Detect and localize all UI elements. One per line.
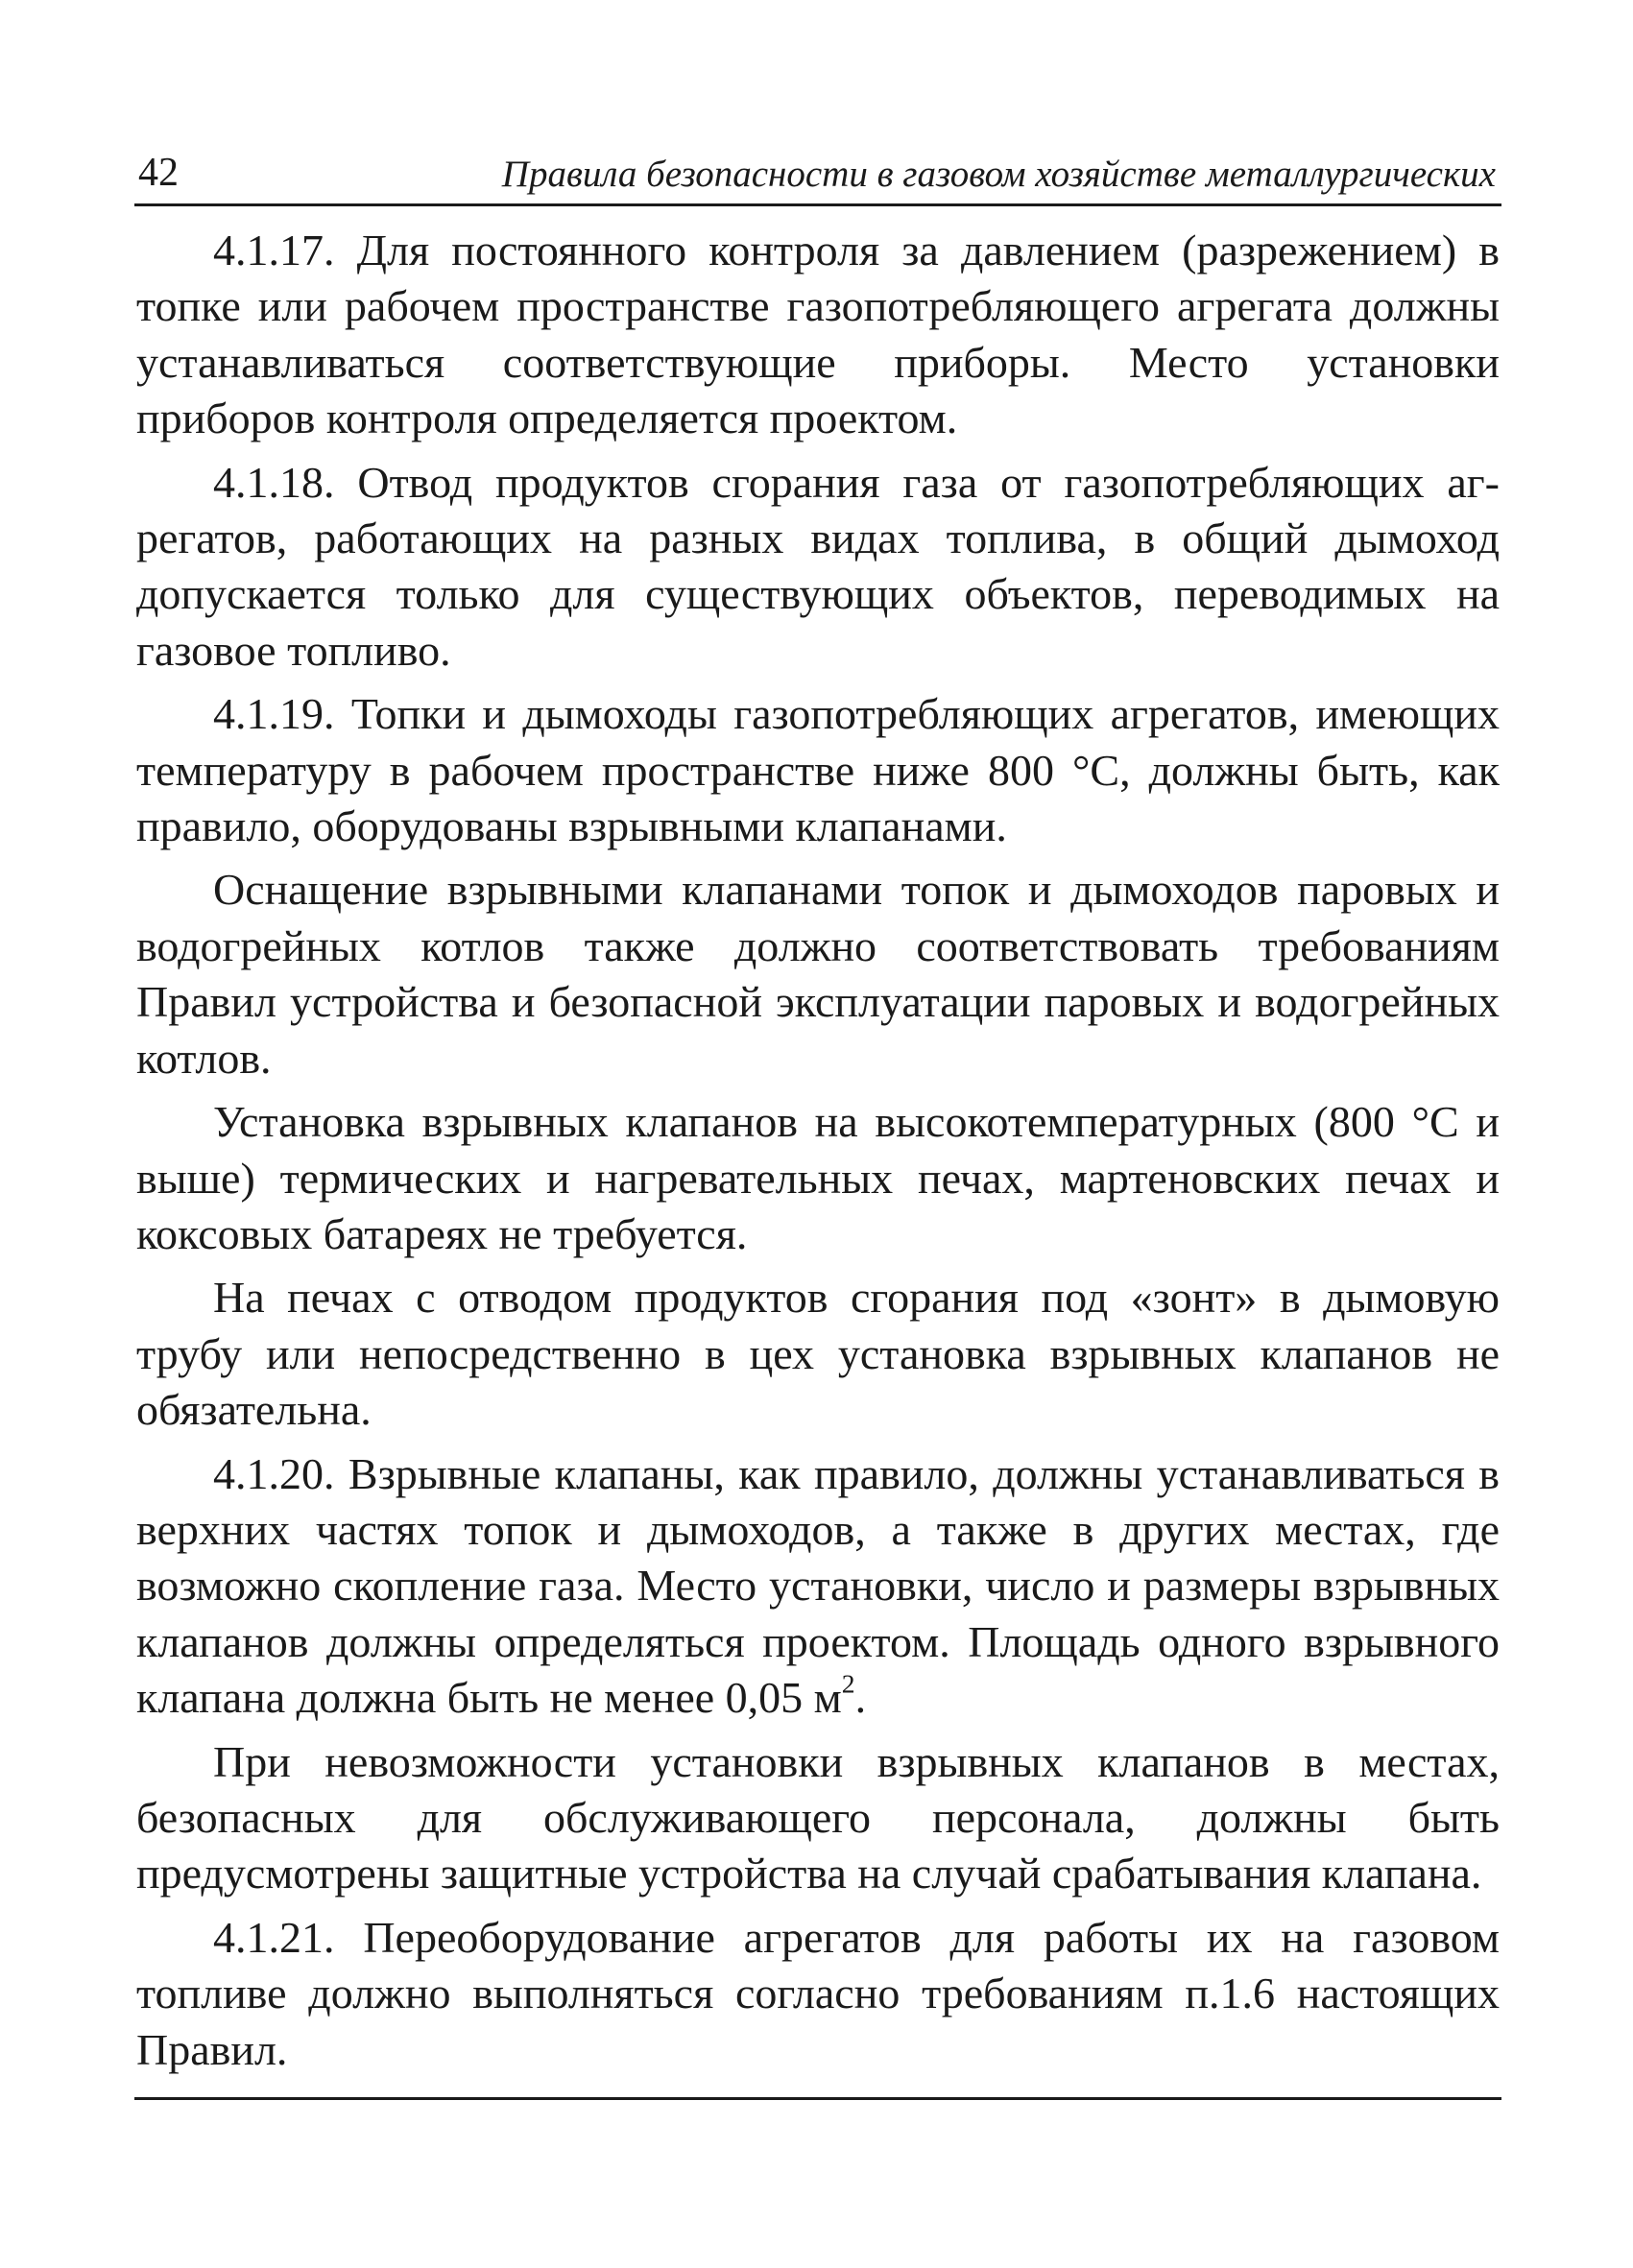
paragraph-4-1-21: 4.1.21. Переоборудование агрегатов для работы их на газовом топливе должно выполняться согласно требованиям п.1.6 настоящих Правил. xyxy=(136,1912,1500,2074)
paragraph-4-1-20-text: 4.1.20. Взрывные клапаны, как правило, должны устанавливаться в верхних частях топок и дымоходов, а также в других местах, где возможно скопление газа. Место установки, число и размеры взрывных клапанов должны определяться проектом. Площадь одного взрывного клапана должна быть не менее 0,05 м xyxy=(136,1448,1500,1723)
paragraph-equipment: Оснащение взрывными клапанами топок и дымоходов паровых и водогрейных котлов также должно соответствовать требованиям Правил устройства и безопасной эксплуатации паровых и водогрейных котлов. xyxy=(136,865,1500,1083)
running-title: Правила безопасности в газовом хозяйстве металлургических xyxy=(501,154,1496,195)
paragraph-installation: Установка взрывных клапанов на высокотемпературных (800 °С и выше) термических и нагревательных печах, мартеновских печах и коксовых батареях не требуется. xyxy=(136,1097,1500,1258)
paragraph-protective-devices: При невозможности установки взрывных клапанов в местах, безопасных для обслуживающего персонала, должны быть предусмотрены защитные устройства на случай срабатывания клапана. xyxy=(136,1736,1500,1898)
footer-rule xyxy=(134,2097,1501,2100)
paragraph-4-1-18: 4.1.18. Отвод продуктов сгорания газа от газопотребляющих агрегатов, работающих на разных видах топлива, в общий дымоход допускается только для существующих объектов, переводимых на газовое топливо. xyxy=(136,457,1500,675)
area-exponent: 2 xyxy=(841,1668,855,1699)
paragraph-umbrella-furnaces: На печах с отводом продуктов сгорания под «зонт» в дымовую трубу или непосредственно в цех установка взрывных клапанов не обязательна. xyxy=(136,1273,1500,1435)
area-tail: . xyxy=(854,1673,867,1723)
paragraph-4-1-17: 4.1.17. Для постоянного контроля за давлением (разрежением) в топке или рабочем пространстве газопотребляющего агрегата должны устанавливаться соответствующие приборы. Место установки приборов контроля определяется проектом. xyxy=(136,226,1500,443)
page-header xyxy=(134,142,1501,206)
body-text xyxy=(136,223,1500,2086)
page-number: 42 xyxy=(138,151,179,195)
paragraph-4-1-19: 4.1.19. Топки и дымоходы газопотребляющих агрегатов, имеющих температуру в рабочем пространстве ниже 800 °С, должны быть, как правило, оборудованы взрывными клапанами. xyxy=(136,689,1500,851)
paragraph-4-1-20 xyxy=(136,1446,1500,1727)
